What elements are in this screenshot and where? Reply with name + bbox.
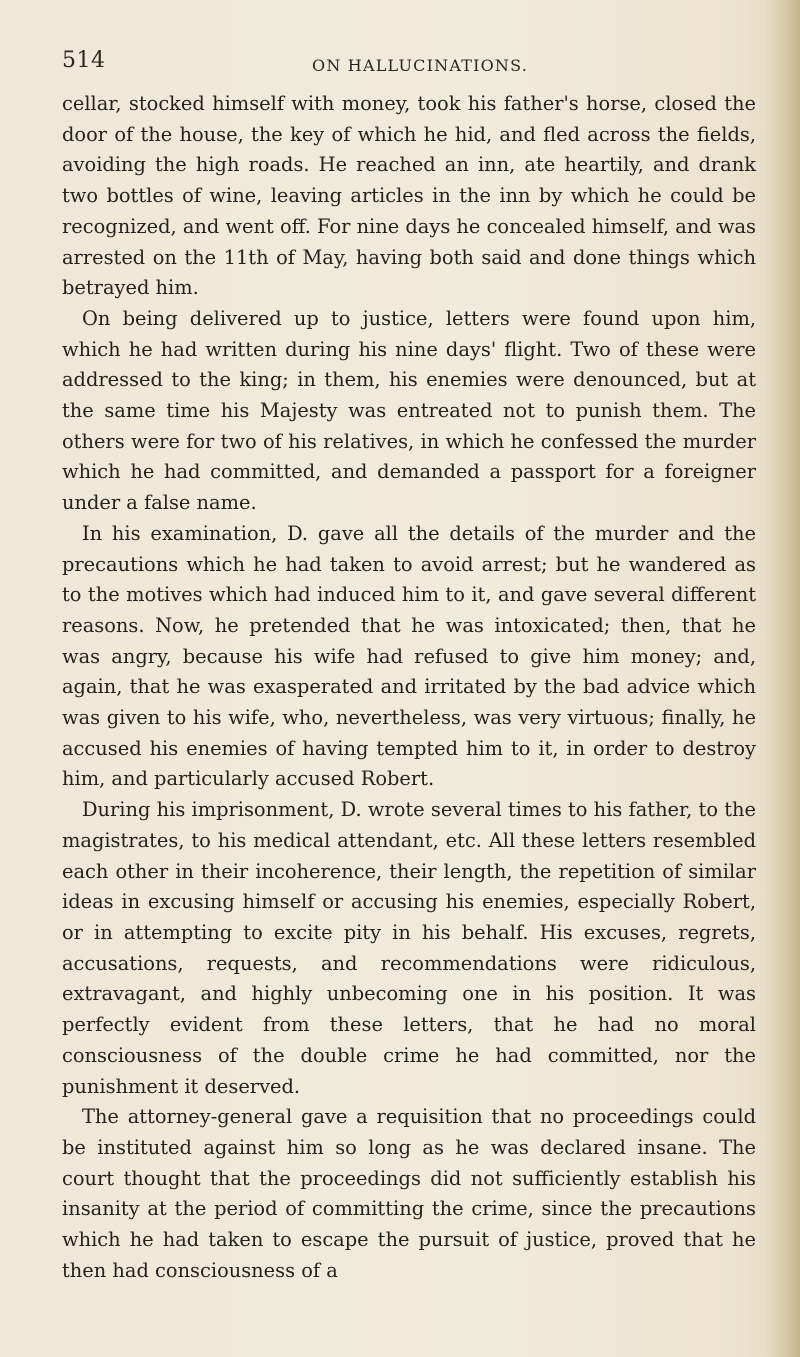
paragraph: During his imprisonment, D. wrote several times to his father, to the magistrates, to his medical attendant, etc. All these letters resembled each other in their incoherence, their length, the repetition of similar ideas in excusing himself or accusing his enemies, especially Robert, or in attempting to excite pity in his behalf. His excuses, regrets, accusations, requests, and recommendations were ridiculous, extravagant, and highly unbecoming one in his position. It was perfectly evident from these letters, that he had no moral consciousness of the double crime he had committed, nor the punishment it deserved.	[62, 798, 756, 1098]
paragraph: The attorney-general gave a requisition that no proceedings could be instituted against him so long as he was declared insane. The court thought that the proceedings did not sufficiently establish his insanity at the period of committing the crime, since the precautions which he had taken to escape the pursuit of justice, proved that he then had consciousness of a	[62, 1105, 756, 1282]
page-header	[62, 46, 762, 86]
paragraph-continued: cellar, stocked himself with money, took his father's horse, closed the door of the house, the key of which he hid, and fled across the fields, avoiding the high roads. He reached an inn, ate heartily, and drank two bottles of wine, leaving articles in the inn by which he could be recognized, and went off. For nine days he concealed himself, and was arrested on the 11th of May, having both said and done things which betrayed him.	[62, 92, 756, 300]
running-title: ON HALLUCINATIONS.	[312, 56, 528, 75]
page-number: 514	[62, 48, 106, 73]
paragraph: In his examination, D. gave all the details of the murder and the precautions which he had taken to avoid arrest; but he wandered as to the motives which had induced him to it, and gave several different reasons. Now, he pretended that he was intoxicated; then, that he was angry, because his wife had refused to give him money; and, again, that he was exasperated and irritated by the bad advice which was given to his wife, who, nevertheless, was very virtuous; finally, he accused his enemies of having tempted him to it, in order to destroy him, and particularly accused Robert.	[62, 521, 756, 791]
paragraph: On being delivered up to justice, letters were found upon him, which he had written during his nine days' flight. Two of these were addressed to the king; in them, his enemies were denounced, but at the same time his Majesty was entreated not to punish them. The others were for two of his relatives, in which he confessed the murder which he had committed, and demanded a passport for a foreigner under a false name.	[62, 306, 756, 515]
page-edge-shadow	[764, 0, 800, 1357]
body-text	[62, 89, 756, 1286]
